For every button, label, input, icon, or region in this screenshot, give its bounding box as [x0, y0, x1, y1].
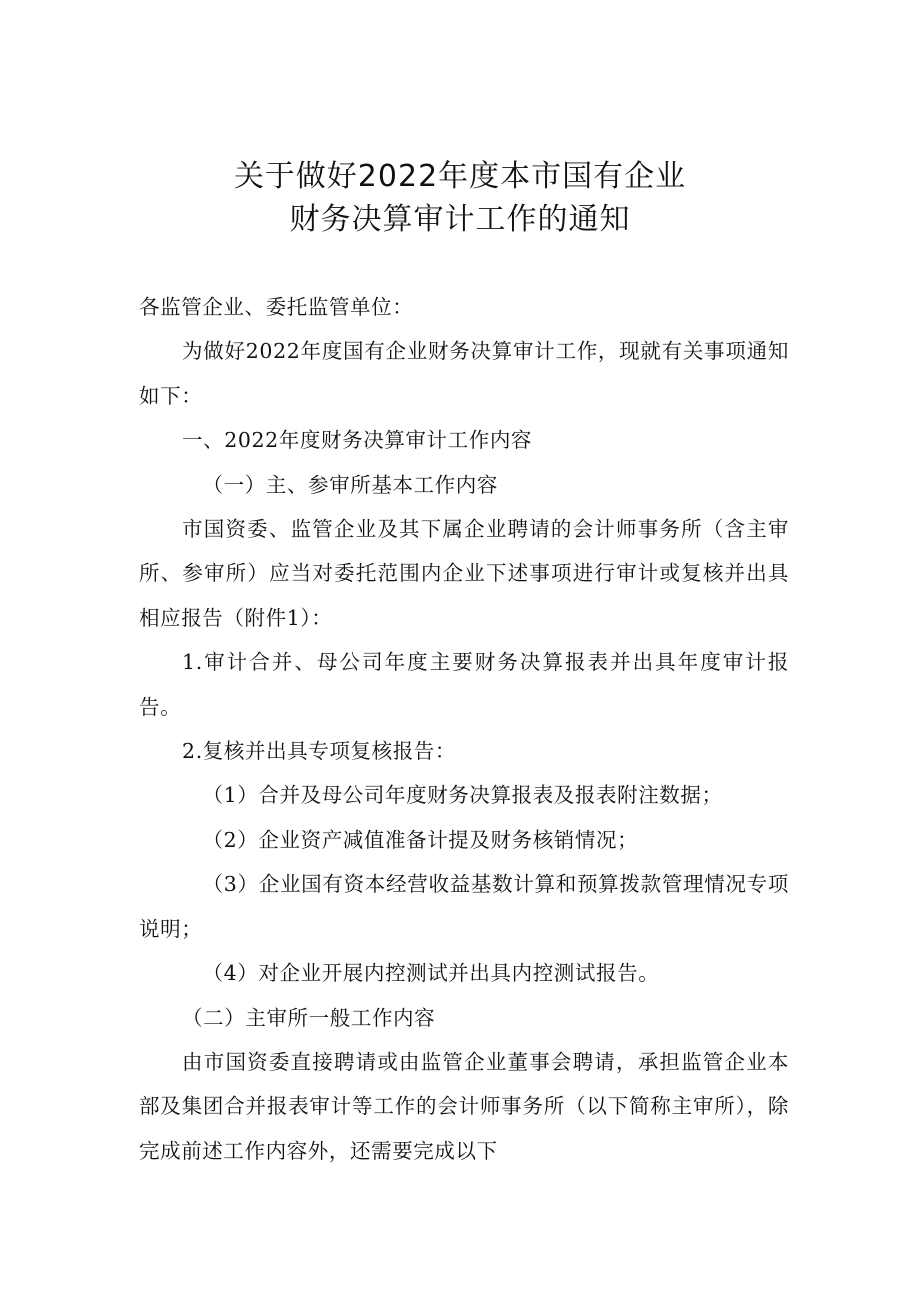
list-item: 1.审计合并、母公司年度主要财务决算报表并出具年度审计报告。	[139, 650, 789, 719]
sub-list-item: （2）企业资产减值准备计提及财务核销情况；	[202, 827, 639, 852]
section-heading-1: 一、2022年度财务决算审计工作内容	[182, 428, 533, 453]
document-title-line-2: 财务决算审计工作的通知	[289, 202, 631, 237]
intro-paragraph: 为做好2022年度国有企业财务决算审计工作，现就有关事项通知如下：	[139, 339, 789, 408]
sub-list-item: （1）合并及母公司年度财务决算报表及报表附注数据；	[202, 783, 723, 808]
sub-list-item: （4）对企业开展内控测试并出具内控测试报告。	[202, 961, 660, 986]
subsection-heading-1: （一）主、参审所基本工作内容	[202, 472, 498, 497]
document-title-line-1: 关于做好2022年度本市国有企业	[233, 159, 687, 194]
sub-list-item: （3）企业国有资本经营收益基数计算和预算拨款管理情况专项说明；	[139, 872, 789, 941]
document-body	[139, 285, 789, 1173]
list-item: 2.复核并出具专项复核报告：	[182, 739, 457, 764]
salutation: 各监管企业、委托监管单位：	[139, 295, 414, 319]
subsection-heading-2: （二）主审所一般工作内容	[182, 1005, 436, 1030]
paragraph: 由市国资委直接聘请或由监管企业董事会聘请，承担监管企业本部及集团合并报表审计等工作的会计师事务所（以下简称主审所），除完成前述工作内容外，还需要完成以下	[139, 1049, 789, 1163]
paragraph: 市国资委、监管企业及其下属企业聘请的会计师事务所（含主审所、参审所）应当对委托范围内企业下述事项进行审计或复核并出具相应报告（附件1）：	[139, 517, 789, 630]
